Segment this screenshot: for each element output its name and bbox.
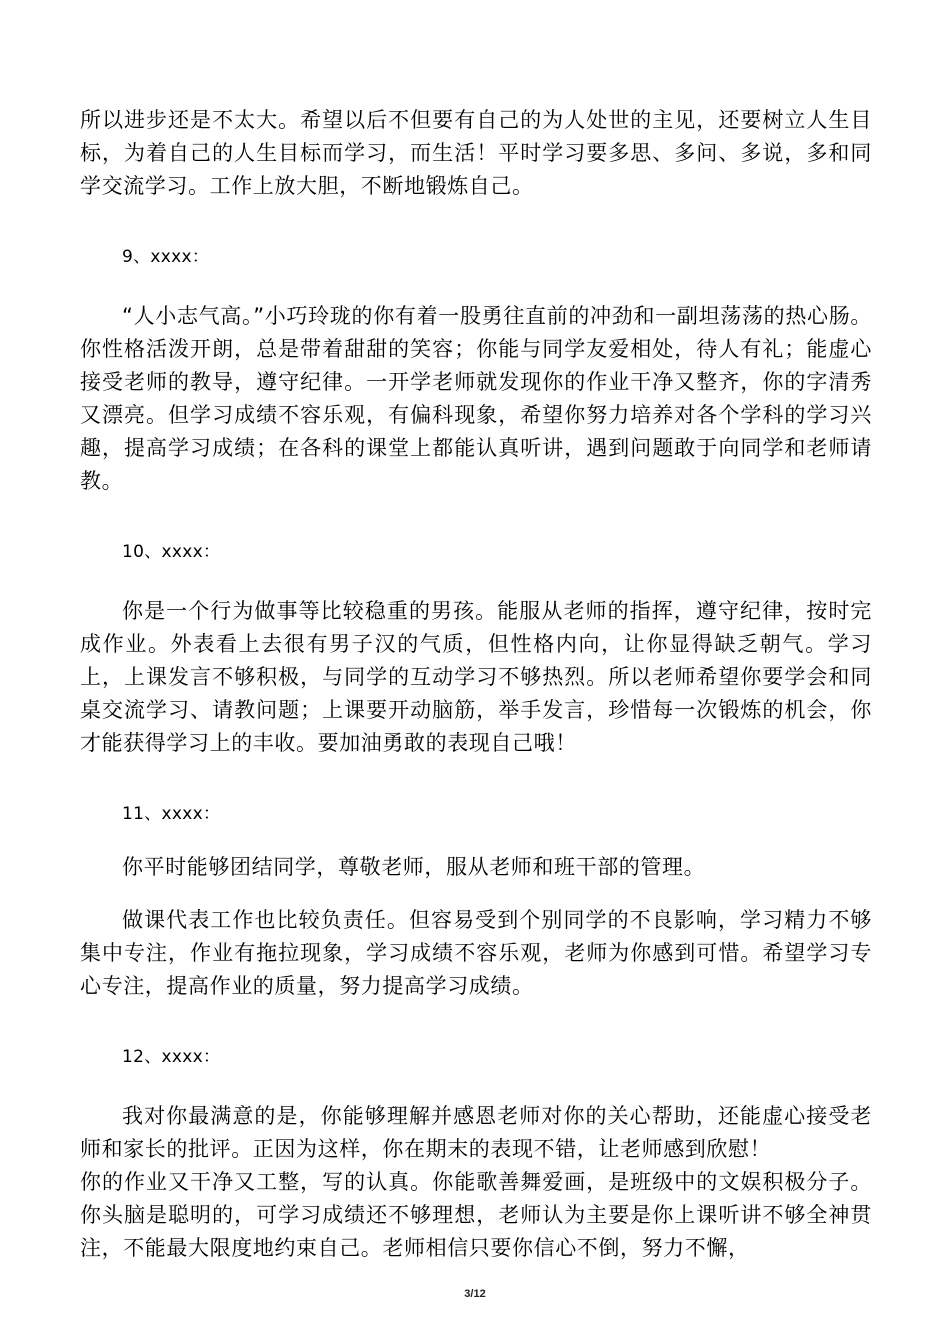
document-body [80, 104, 872, 1265]
section-10 [80, 536, 872, 760]
section-heading: 9、xxxx： [122, 247, 210, 267]
section-heading: 12、xxxx： [122, 1047, 221, 1067]
section-8-continuation [80, 104, 872, 203]
page-number: 3/12 [464, 1288, 486, 1300]
paragraph: 所以进步还是不太大。希望以后不但要有自己的为人处世的主见，还要树立人生目标，为着自己的人生目标而学习，而生活！平时学习要多思、多问、多说，多和同学交流学习。工作上放大胆，不断地锻炼自己。 [80, 108, 872, 198]
paragraph: 你的作业又干净又工整，写的认真。你能歌善舞爱画，是班级中的文娱积极分子。你头脑是聪明的，可学习成绩还不够理想，老师认为主要是你上课听讲不够全神贯注，不能最大限度地约束自己。老师相信只要你信心不倒，努力不懈， [80, 1170, 872, 1260]
paragraph: 我对你最满意的是，你能够理解并感恩老师对你的关心帮助，还能虚心接受老师和家长的批评。正因为这样，你在期末的表现不错，让老师感到欣慰！ [80, 1104, 872, 1161]
paragraph: “人小志气高。”小巧玲珑的你有着一股勇往直前的冲劲和一副坦荡荡的热心肠。你性格活泼开朗，总是带着甜甜的笑容；你能与同学友爱相处，待人有礼；能虚心接受老师的教导，遵守纪律。一开学老师就发现你的作业干净又整齐，你的字清秀又漂亮。但学习成绩不容乐观，有偏科现象，希望你努力培养对各个学科的学习兴趣，提高学习成绩；在各科的课堂上都能认真听讲，遇到问题敢于向同学和老师请教。 [80, 304, 872, 493]
section-heading: 10、xxxx： [122, 542, 221, 562]
section-12 [80, 1041, 872, 1265]
paragraph: 你是一个行为做事等比较稳重的男孩。能服从老师的指挥，遵守纪律，按时完成作业。外表看上去很有男子汉的气质，但性格内向，让你显得缺乏朝气。学习上，上课发言不够积极，与同学的互动学习不够热烈。所以老师希望你要学会和同桌交流学习、请教问题；上课要开动脑筋，举手发言，珍惜每一次锻炼的机会，你才能获得学习上的丰收。要加油勇敢的表现自己哦！ [80, 599, 872, 755]
paragraph: 做课代表工作也比较负责任。但容易受到个别同学的不良影响，学习精力不够集中专注，作业有拖拉现象，学习成绩不容乐观，老师为你感到可惜。希望学习专心专注，提高作业的质量，努力提高学习成绩。 [80, 908, 872, 998]
paragraph: 你平时能够团结同学，尊敬老师，服从老师和班干部的管理。 [122, 855, 706, 879]
section-11 [80, 798, 872, 1003]
section-9 [80, 241, 872, 498]
section-heading: 11、xxxx： [122, 804, 221, 824]
